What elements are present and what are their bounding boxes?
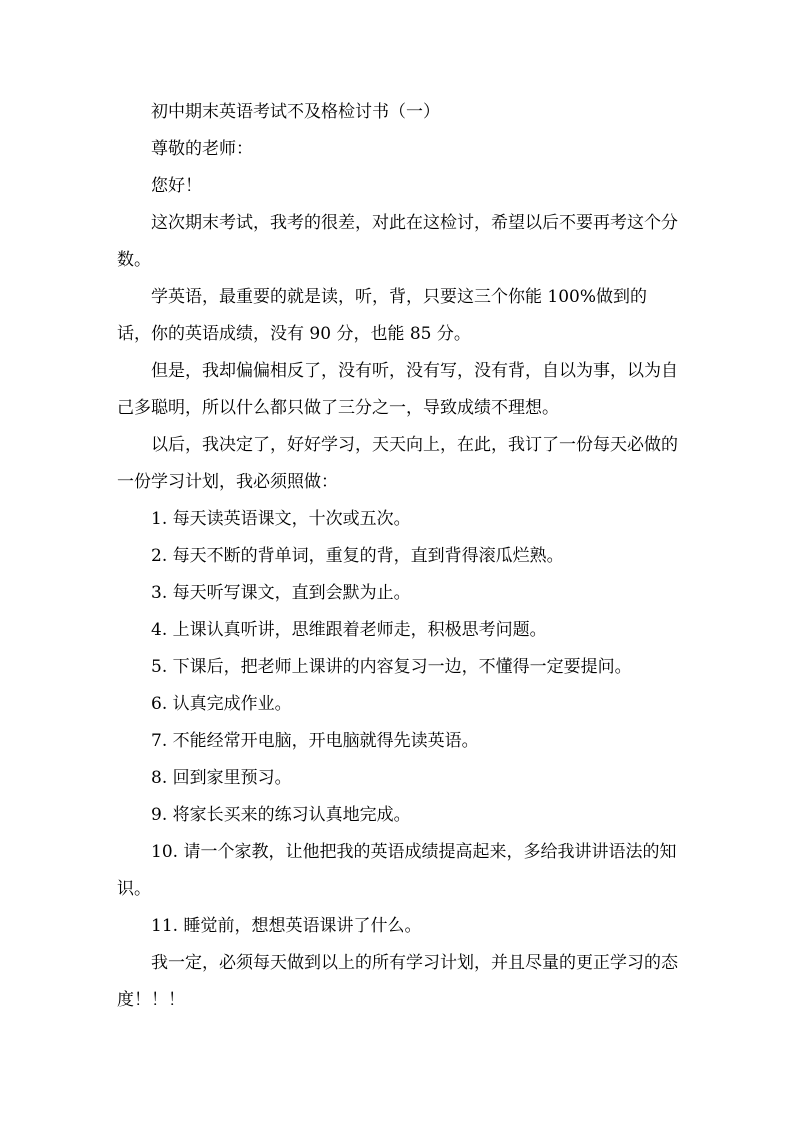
paragraph: 但是，我却偏偏相反了，没有听，没有写，没有背，自以为事，以为自己多聪明，所以什么都只做了三分之一，导致成绩不理想。 [117, 361, 678, 418]
plan-item: 6. 认真完成作业。 [151, 694, 292, 714]
greeting: 您好！ [151, 176, 202, 196]
plan-item: 5. 下课后，把老师上课讲的内容复习一边，不懂得一定要提问。 [151, 657, 632, 677]
paragraph: 这次期末考试，我考的很差，对此在这检讨，希望以后不要再考这个分数。 [117, 213, 678, 270]
plan-item: 1. 每天读英语课文，十次或五次。 [151, 509, 411, 529]
plan-item: 2. 每天不断的背单词，重复的背，直到背得滚瓜烂熟。 [151, 546, 564, 566]
plan-item: 7. 不能经常开电脑，开电脑就得先读英语。 [151, 731, 479, 751]
salutation: 尊敬的老师： [151, 139, 253, 159]
closing-paragraph: 我一定，必须每天做到以上的所有学习计划，并且尽量的更正学习的态度！！！ [117, 953, 678, 1010]
plan-item: 3. 每天听写课文，直到会默为止。 [151, 583, 411, 603]
paragraph: 学英语，最重要的就是读，听，背，只要这三个你能 100%做到的话，你的英语成绩，没有 90 分，也能 85 分。 [117, 287, 648, 344]
plan-item: 10. 请一个家教，让他把我的英语成绩提高起来，多给我讲讲语法的知识。 [117, 842, 677, 899]
document-title: 初中期末英语考试不及格检讨书（一） [151, 102, 440, 122]
plan-item: 8. 回到家里预习。 [151, 768, 292, 788]
plan-item: 4. 上课认真听讲，思维跟着老师走，积极思考问题。 [151, 620, 547, 640]
document-body [117, 94, 679, 1019]
plan-item: 9. 将家长买来的练习认真地完成。 [151, 805, 411, 825]
paragraph: 以后，我决定了，好好学习，天天向上，在此，我订了一份每天必做的一份学习计划，我必须照做： [117, 435, 678, 492]
plan-item: 11. 睡觉前，想想英语课讲了什么。 [151, 916, 422, 936]
